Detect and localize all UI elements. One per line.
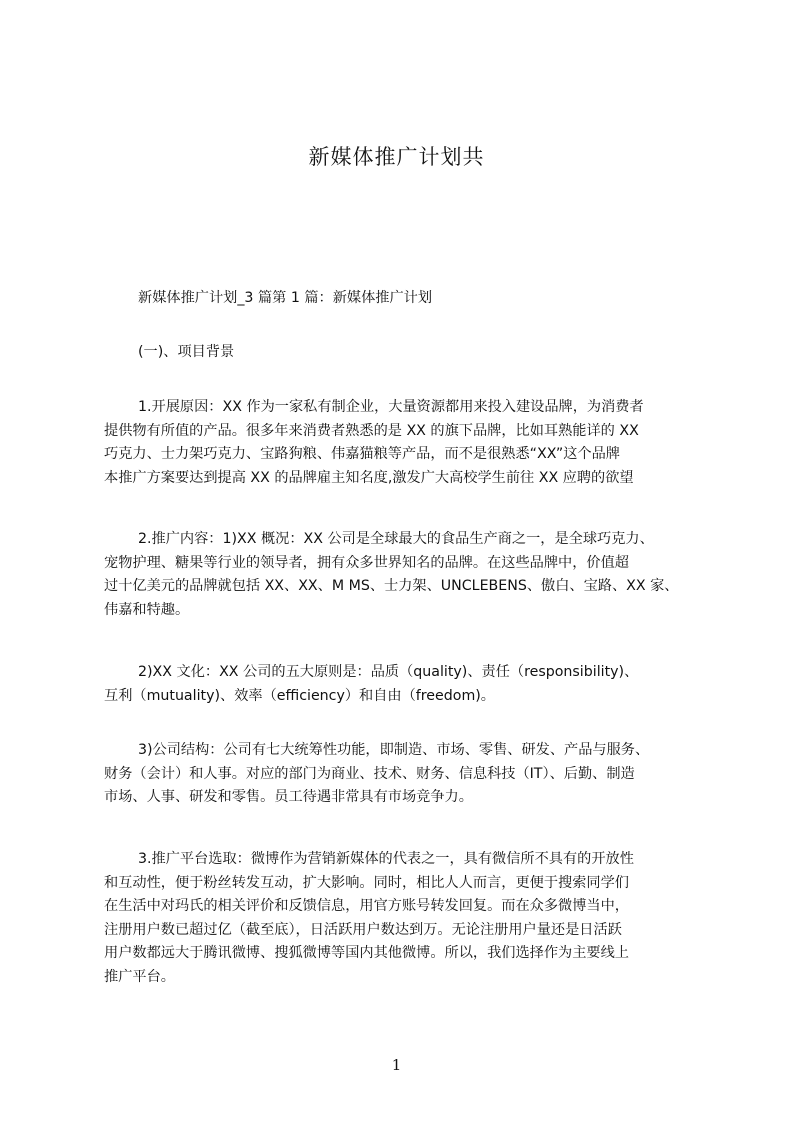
- text-line: 市场、人事、研发和零售。员工待遇非常具有市场竞争力。: [104, 789, 473, 805]
- paragraph-intro: [104, 287, 702, 311]
- text-line: 2)XX 文化：XX 公司的五大原则是：品质（quality)、责任（responsibility)、: [138, 664, 639, 680]
- text-line: 宠物护理、糖果等行业的领导者，拥有众多世界知名的品牌。在这些品牌中，价值超: [104, 554, 629, 571]
- paragraph-culture: [104, 661, 702, 708]
- text-line: 1.开展原因：XX 作为一家私有制企业，大量资源都用来投入建设品牌，为消费者: [138, 399, 644, 415]
- text-line: 3.推广平台选取：微博作为营销新媒体的代表之一，具有微信所不具有的开放性: [138, 851, 634, 867]
- text-line: 和互动性，便于粉丝转发互动，扩大影响。同时，相比人人而言，更便于搜索同学们: [104, 874, 629, 891]
- text-line: 财务（会计）和人事。对应的部门为商业、技术、财务、信息科技（IT）、后勤、制造: [104, 765, 635, 782]
- text-line: 伟嘉和特趣。: [104, 601, 190, 618]
- paragraph-content: [104, 528, 702, 622]
- paragraph-structure: [104, 739, 702, 810]
- text-line: 注册用户数已超过亿（截至底），日活跃用户数达到万。无论注册用户量还是日活跃: [104, 921, 622, 938]
- text-line: 提供物有所值的产品。很多年来消费者熟悉的是 XX 的旗下品牌，比如耳熟能详的 XX: [104, 422, 639, 439]
- page-title: 新媒体推广计划共: [308, 145, 485, 169]
- paragraph-platform: [104, 848, 702, 989]
- text-line: 本推广方案要达到提高 XX 的品牌雇主知名度,激发广大高校学生前往 XX 应聘的欲望: [104, 469, 634, 486]
- text-line: 推广平台。: [104, 968, 175, 985]
- page-number: 1: [391, 1056, 402, 1074]
- text-line: 新媒体推广计划_3 篇第 1 篇：新媒体推广计划: [138, 290, 433, 306]
- text-line: (一)、项目背景: [138, 344, 235, 360]
- text-line: 用户数都远大于腾讯微博、搜狐微博等国内其他微博。所以，我们选择作为主要线上: [104, 945, 629, 961]
- text-line: 互利（mutuality)、效率（efficiency）和自由（freedom)。: [104, 687, 495, 704]
- section-heading: [104, 341, 702, 365]
- text-line: 过十亿美元的品牌就包括 XX、XX、M MS、士力架、UNCLEBENS、傲白、宝路、XX 家、: [104, 578, 679, 594]
- text-line: 3)公司结构：公司有七大统筹性功能，即制造、市场、零售、研发、产品与服务、: [138, 742, 650, 758]
- paragraph-reason: [104, 396, 702, 490]
- text-line: 在生活中对玛氏的相关评价和反馈信息，用官方账号转发回复。而在众多微博当中，: [104, 898, 629, 914]
- text-line: 巧克力、士力架巧克力、宝路狗粮、伟嘉猫粮等产品，而不是很熟悉“XX”这个品牌: [104, 446, 620, 462]
- text-line: 2.推广内容：1)XX 概况：XX 公司是全球最大的食品生产商之一，是全球巧克力、: [138, 531, 654, 547]
